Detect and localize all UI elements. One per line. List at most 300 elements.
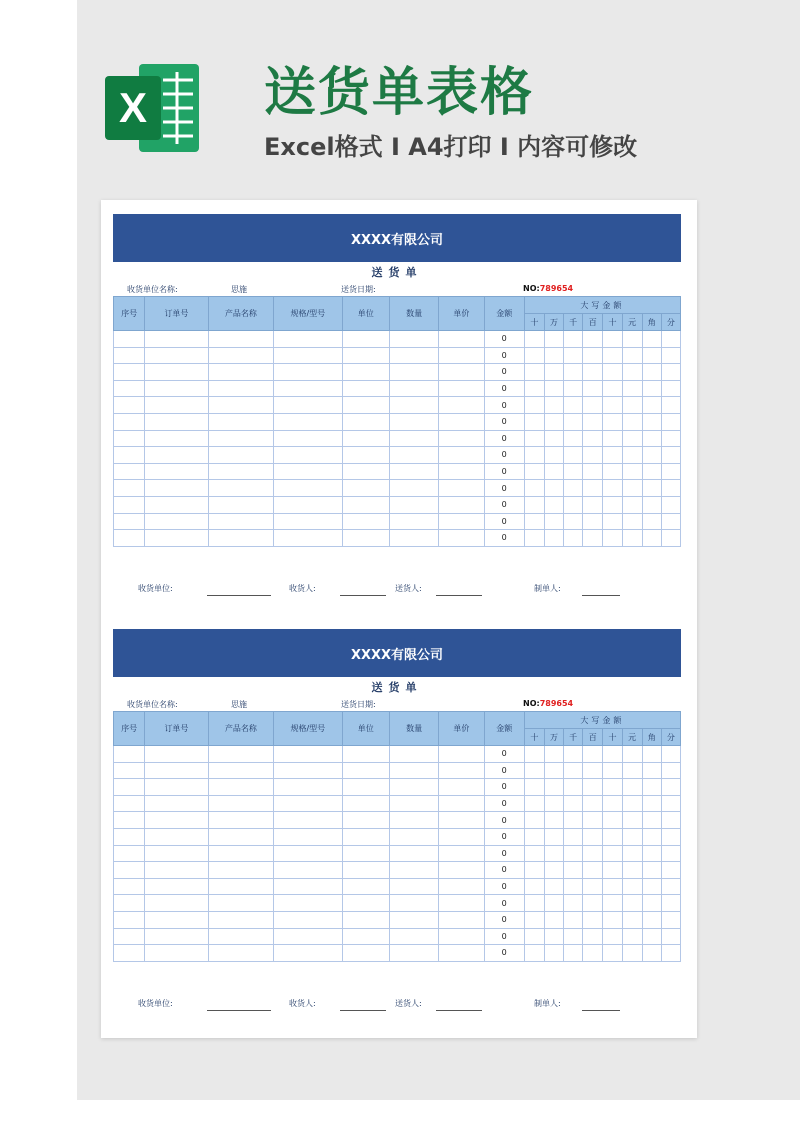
table-cell[interactable] bbox=[564, 496, 583, 513]
table-cell[interactable] bbox=[544, 380, 563, 397]
table-cell[interactable] bbox=[622, 331, 642, 348]
table-cell[interactable] bbox=[342, 380, 389, 397]
table-cell[interactable] bbox=[544, 347, 563, 364]
table-cell[interactable] bbox=[564, 945, 583, 962]
table-cell[interactable] bbox=[622, 878, 642, 895]
table-cell[interactable] bbox=[342, 878, 389, 895]
table-cell[interactable] bbox=[564, 812, 583, 829]
amount-cell[interactable]: 0 bbox=[484, 779, 524, 796]
table-cell[interactable] bbox=[439, 828, 484, 845]
table-cell[interactable] bbox=[583, 746, 603, 763]
table-cell[interactable] bbox=[642, 331, 661, 348]
table-cell[interactable] bbox=[524, 828, 544, 845]
table-cell[interactable] bbox=[524, 862, 544, 879]
table-cell[interactable] bbox=[642, 862, 661, 879]
table-cell[interactable] bbox=[622, 845, 642, 862]
table-cell[interactable] bbox=[661, 762, 680, 779]
table-cell[interactable] bbox=[208, 430, 273, 447]
table-cell[interactable] bbox=[114, 430, 145, 447]
table-cell[interactable] bbox=[208, 447, 273, 464]
table-cell[interactable] bbox=[524, 397, 544, 414]
table-cell[interactable] bbox=[342, 463, 389, 480]
table-cell[interactable] bbox=[661, 463, 680, 480]
table-cell[interactable] bbox=[342, 795, 389, 812]
table-cell[interactable] bbox=[439, 496, 484, 513]
table-cell[interactable] bbox=[342, 746, 389, 763]
table-cell[interactable] bbox=[274, 463, 342, 480]
table-cell[interactable] bbox=[342, 331, 389, 348]
table-cell[interactable] bbox=[603, 828, 622, 845]
table-cell[interactable] bbox=[661, 447, 680, 464]
table-cell[interactable] bbox=[439, 447, 484, 464]
table-cell[interactable] bbox=[603, 496, 622, 513]
table-cell[interactable] bbox=[145, 746, 208, 763]
table-cell[interactable] bbox=[208, 480, 273, 497]
table-cell[interactable] bbox=[661, 364, 680, 381]
table-cell[interactable] bbox=[145, 928, 208, 945]
table-cell[interactable] bbox=[145, 480, 208, 497]
table-cell[interactable] bbox=[145, 347, 208, 364]
table-cell[interactable] bbox=[661, 845, 680, 862]
table-cell[interactable] bbox=[544, 496, 563, 513]
table-cell[interactable] bbox=[622, 513, 642, 530]
table-cell[interactable] bbox=[661, 513, 680, 530]
table-cell[interactable] bbox=[564, 779, 583, 796]
table-cell[interactable] bbox=[114, 862, 145, 879]
table-cell[interactable] bbox=[564, 795, 583, 812]
table-cell[interactable] bbox=[114, 496, 145, 513]
table-cell[interactable] bbox=[583, 878, 603, 895]
amount-cell[interactable]: 0 bbox=[484, 397, 524, 414]
table-cell[interactable] bbox=[114, 779, 145, 796]
table-cell[interactable] bbox=[642, 397, 661, 414]
table-cell[interactable] bbox=[145, 895, 208, 912]
table-cell[interactable] bbox=[544, 397, 563, 414]
table-cell[interactable] bbox=[642, 480, 661, 497]
table-cell[interactable] bbox=[583, 845, 603, 862]
table-cell[interactable] bbox=[439, 928, 484, 945]
table-cell[interactable] bbox=[544, 812, 563, 829]
table-cell[interactable] bbox=[389, 496, 438, 513]
table-cell[interactable] bbox=[208, 862, 273, 879]
table-cell[interactable] bbox=[642, 911, 661, 928]
table-cell[interactable] bbox=[622, 413, 642, 430]
table-cell[interactable] bbox=[274, 812, 342, 829]
table-cell[interactable] bbox=[524, 746, 544, 763]
table-cell[interactable] bbox=[114, 828, 145, 845]
table-cell[interactable] bbox=[389, 779, 438, 796]
table-cell[interactable] bbox=[564, 862, 583, 879]
table-cell[interactable] bbox=[114, 331, 145, 348]
table-cell[interactable] bbox=[274, 331, 342, 348]
table-cell[interactable] bbox=[622, 430, 642, 447]
table-cell[interactable] bbox=[642, 413, 661, 430]
table-cell[interactable] bbox=[603, 447, 622, 464]
table-cell[interactable] bbox=[208, 463, 273, 480]
table-cell[interactable] bbox=[342, 496, 389, 513]
recv-unit-signature-line[interactable] bbox=[207, 595, 271, 596]
table-cell[interactable] bbox=[389, 812, 438, 829]
table-cell[interactable] bbox=[439, 347, 484, 364]
table-cell[interactable] bbox=[583, 397, 603, 414]
table-cell[interactable] bbox=[145, 413, 208, 430]
table-cell[interactable] bbox=[439, 795, 484, 812]
table-cell[interactable] bbox=[208, 895, 273, 912]
amount-cell[interactable]: 0 bbox=[484, 513, 524, 530]
table-cell[interactable] bbox=[208, 530, 273, 547]
table-cell[interactable] bbox=[583, 795, 603, 812]
table-cell[interactable] bbox=[389, 746, 438, 763]
table-cell[interactable] bbox=[145, 496, 208, 513]
amount-cell[interactable]: 0 bbox=[484, 911, 524, 928]
table-cell[interactable] bbox=[564, 762, 583, 779]
table-cell[interactable] bbox=[642, 447, 661, 464]
table-cell[interactable] bbox=[389, 513, 438, 530]
table-cell[interactable] bbox=[583, 513, 603, 530]
table-cell[interactable] bbox=[145, 828, 208, 845]
table-cell[interactable] bbox=[114, 397, 145, 414]
table-cell[interactable] bbox=[274, 845, 342, 862]
amount-cell[interactable]: 0 bbox=[484, 845, 524, 862]
table-cell[interactable] bbox=[145, 513, 208, 530]
table-cell[interactable] bbox=[145, 878, 208, 895]
table-cell[interactable] bbox=[114, 364, 145, 381]
table-cell[interactable] bbox=[342, 762, 389, 779]
table-cell[interactable] bbox=[274, 364, 342, 381]
table-cell[interactable] bbox=[642, 812, 661, 829]
table-cell[interactable] bbox=[145, 447, 208, 464]
amount-cell[interactable]: 0 bbox=[484, 928, 524, 945]
table-cell[interactable] bbox=[524, 911, 544, 928]
table-cell[interactable] bbox=[524, 380, 544, 397]
table-cell[interactable] bbox=[583, 380, 603, 397]
table-cell[interactable] bbox=[439, 779, 484, 796]
table-cell[interactable] bbox=[439, 463, 484, 480]
table-cell[interactable] bbox=[114, 380, 145, 397]
table-cell[interactable] bbox=[389, 928, 438, 945]
table-cell[interactable] bbox=[622, 380, 642, 397]
table-cell[interactable] bbox=[274, 496, 342, 513]
table-cell[interactable] bbox=[661, 895, 680, 912]
table-cell[interactable] bbox=[661, 746, 680, 763]
table-cell[interactable] bbox=[622, 779, 642, 796]
table-cell[interactable] bbox=[544, 828, 563, 845]
table-cell[interactable] bbox=[622, 828, 642, 845]
table-cell[interactable] bbox=[145, 945, 208, 962]
table-cell[interactable] bbox=[661, 779, 680, 796]
table-cell[interactable] bbox=[524, 762, 544, 779]
amount-cell[interactable]: 0 bbox=[484, 828, 524, 845]
table-cell[interactable] bbox=[389, 347, 438, 364]
table-cell[interactable] bbox=[439, 862, 484, 879]
table-cell[interactable] bbox=[622, 364, 642, 381]
table-cell[interactable] bbox=[524, 928, 544, 945]
amount-cell[interactable]: 0 bbox=[484, 762, 524, 779]
table-cell[interactable] bbox=[342, 779, 389, 796]
table-cell[interactable] bbox=[145, 845, 208, 862]
table-cell[interactable] bbox=[564, 895, 583, 912]
table-cell[interactable] bbox=[603, 795, 622, 812]
table-cell[interactable] bbox=[642, 828, 661, 845]
table-cell[interactable] bbox=[145, 812, 208, 829]
maker-signature-line[interactable] bbox=[582, 595, 620, 596]
table-cell[interactable] bbox=[603, 812, 622, 829]
table-cell[interactable] bbox=[544, 447, 563, 464]
table-cell[interactable] bbox=[642, 795, 661, 812]
table-cell[interactable] bbox=[564, 331, 583, 348]
table-cell[interactable] bbox=[439, 513, 484, 530]
table-cell[interactable] bbox=[661, 530, 680, 547]
table-cell[interactable] bbox=[642, 928, 661, 945]
amount-cell[interactable]: 0 bbox=[484, 496, 524, 513]
table-cell[interactable] bbox=[603, 331, 622, 348]
table-cell[interactable] bbox=[583, 779, 603, 796]
amount-cell[interactable]: 0 bbox=[484, 945, 524, 962]
table-cell[interactable] bbox=[274, 779, 342, 796]
amount-cell[interactable]: 0 bbox=[484, 413, 524, 430]
deliverer-signature-line[interactable] bbox=[436, 595, 482, 596]
table-cell[interactable] bbox=[642, 779, 661, 796]
table-cell[interactable] bbox=[642, 530, 661, 547]
table-cell[interactable] bbox=[439, 380, 484, 397]
table-cell[interactable] bbox=[389, 430, 438, 447]
table-cell[interactable] bbox=[661, 331, 680, 348]
table-cell[interactable] bbox=[544, 862, 563, 879]
table-cell[interactable] bbox=[389, 447, 438, 464]
table-cell[interactable] bbox=[439, 413, 484, 430]
table-cell[interactable] bbox=[661, 928, 680, 945]
table-cell[interactable] bbox=[389, 463, 438, 480]
table-cell[interactable] bbox=[439, 945, 484, 962]
table-cell[interactable] bbox=[524, 496, 544, 513]
table-cell[interactable] bbox=[389, 413, 438, 430]
table-cell[interactable] bbox=[544, 945, 563, 962]
table-cell[interactable] bbox=[622, 463, 642, 480]
table-cell[interactable] bbox=[583, 496, 603, 513]
table-cell[interactable] bbox=[583, 364, 603, 381]
table-cell[interactable] bbox=[603, 480, 622, 497]
table-cell[interactable] bbox=[208, 945, 273, 962]
table-cell[interactable] bbox=[564, 513, 583, 530]
table-cell[interactable] bbox=[389, 380, 438, 397]
table-cell[interactable] bbox=[439, 911, 484, 928]
table-cell[interactable] bbox=[342, 480, 389, 497]
table-cell[interactable] bbox=[145, 762, 208, 779]
table-cell[interactable] bbox=[603, 862, 622, 879]
table-cell[interactable] bbox=[208, 513, 273, 530]
table-cell[interactable] bbox=[603, 845, 622, 862]
table-cell[interactable] bbox=[544, 530, 563, 547]
table-cell[interactable] bbox=[342, 530, 389, 547]
table-cell[interactable] bbox=[544, 430, 563, 447]
table-cell[interactable] bbox=[661, 945, 680, 962]
amount-cell[interactable]: 0 bbox=[484, 364, 524, 381]
deliverer-signature-line[interactable] bbox=[436, 1010, 482, 1011]
table-cell[interactable] bbox=[114, 347, 145, 364]
table-cell[interactable] bbox=[524, 795, 544, 812]
table-cell[interactable] bbox=[439, 895, 484, 912]
table-cell[interactable] bbox=[564, 397, 583, 414]
table-cell[interactable] bbox=[439, 845, 484, 862]
table-cell[interactable] bbox=[661, 828, 680, 845]
table-cell[interactable] bbox=[274, 746, 342, 763]
amount-cell[interactable]: 0 bbox=[484, 331, 524, 348]
table-cell[interactable] bbox=[642, 380, 661, 397]
table-cell[interactable] bbox=[544, 895, 563, 912]
table-cell[interactable] bbox=[642, 878, 661, 895]
table-cell[interactable] bbox=[544, 762, 563, 779]
table-cell[interactable] bbox=[544, 928, 563, 945]
table-cell[interactable] bbox=[544, 795, 563, 812]
table-cell[interactable] bbox=[342, 845, 389, 862]
table-cell[interactable] bbox=[642, 845, 661, 862]
table-cell[interactable] bbox=[389, 828, 438, 845]
table-cell[interactable] bbox=[114, 845, 145, 862]
table-cell[interactable] bbox=[603, 397, 622, 414]
table-cell[interactable] bbox=[564, 347, 583, 364]
table-cell[interactable] bbox=[661, 911, 680, 928]
table-cell[interactable] bbox=[661, 347, 680, 364]
table-cell[interactable] bbox=[114, 463, 145, 480]
table-cell[interactable] bbox=[342, 911, 389, 928]
table-cell[interactable] bbox=[274, 480, 342, 497]
table-cell[interactable] bbox=[642, 430, 661, 447]
table-cell[interactable] bbox=[342, 447, 389, 464]
amount-cell[interactable]: 0 bbox=[484, 895, 524, 912]
amount-cell[interactable]: 0 bbox=[484, 480, 524, 497]
amount-cell[interactable]: 0 bbox=[484, 347, 524, 364]
table-cell[interactable] bbox=[564, 463, 583, 480]
table-cell[interactable] bbox=[342, 413, 389, 430]
table-cell[interactable] bbox=[622, 812, 642, 829]
amount-cell[interactable]: 0 bbox=[484, 878, 524, 895]
table-cell[interactable] bbox=[439, 397, 484, 414]
table-cell[interactable] bbox=[583, 463, 603, 480]
table-cell[interactable] bbox=[603, 364, 622, 381]
table-cell[interactable] bbox=[524, 480, 544, 497]
table-cell[interactable] bbox=[389, 762, 438, 779]
table-cell[interactable] bbox=[564, 911, 583, 928]
table-cell[interactable] bbox=[145, 911, 208, 928]
table-cell[interactable] bbox=[208, 496, 273, 513]
table-cell[interactable] bbox=[661, 430, 680, 447]
table-cell[interactable] bbox=[208, 364, 273, 381]
table-cell[interactable] bbox=[661, 480, 680, 497]
table-cell[interactable] bbox=[603, 895, 622, 912]
table-cell[interactable] bbox=[439, 331, 484, 348]
table-cell[interactable] bbox=[114, 812, 145, 829]
table-cell[interactable] bbox=[642, 496, 661, 513]
table-cell[interactable] bbox=[622, 762, 642, 779]
table-cell[interactable] bbox=[583, 862, 603, 879]
table-cell[interactable] bbox=[274, 413, 342, 430]
table-cell[interactable] bbox=[603, 513, 622, 530]
table-cell[interactable] bbox=[603, 746, 622, 763]
table-cell[interactable] bbox=[274, 513, 342, 530]
table-cell[interactable] bbox=[642, 895, 661, 912]
table-cell[interactable] bbox=[544, 911, 563, 928]
table-cell[interactable] bbox=[564, 530, 583, 547]
table-cell[interactable] bbox=[342, 862, 389, 879]
table-cell[interactable] bbox=[274, 945, 342, 962]
table-cell[interactable] bbox=[564, 430, 583, 447]
table-cell[interactable] bbox=[642, 746, 661, 763]
table-cell[interactable] bbox=[622, 895, 642, 912]
table-cell[interactable] bbox=[114, 530, 145, 547]
table-cell[interactable] bbox=[145, 862, 208, 879]
table-cell[interactable] bbox=[524, 430, 544, 447]
table-cell[interactable] bbox=[583, 447, 603, 464]
table-cell[interactable] bbox=[583, 911, 603, 928]
table-cell[interactable] bbox=[439, 364, 484, 381]
table-cell[interactable] bbox=[583, 812, 603, 829]
table-cell[interactable] bbox=[389, 364, 438, 381]
amount-cell[interactable]: 0 bbox=[484, 380, 524, 397]
amount-cell[interactable]: 0 bbox=[484, 430, 524, 447]
table-cell[interactable] bbox=[208, 413, 273, 430]
table-cell[interactable] bbox=[524, 364, 544, 381]
amount-cell[interactable]: 0 bbox=[484, 812, 524, 829]
table-cell[interactable] bbox=[439, 812, 484, 829]
table-cell[interactable] bbox=[564, 845, 583, 862]
table-cell[interactable] bbox=[544, 746, 563, 763]
table-cell[interactable] bbox=[145, 331, 208, 348]
table-cell[interactable] bbox=[145, 397, 208, 414]
table-cell[interactable] bbox=[342, 430, 389, 447]
table-cell[interactable] bbox=[342, 397, 389, 414]
table-cell[interactable] bbox=[114, 447, 145, 464]
table-cell[interactable] bbox=[114, 480, 145, 497]
table-cell[interactable] bbox=[114, 928, 145, 945]
table-cell[interactable] bbox=[145, 779, 208, 796]
table-cell[interactable] bbox=[439, 762, 484, 779]
table-cell[interactable] bbox=[603, 380, 622, 397]
table-cell[interactable] bbox=[603, 463, 622, 480]
table-cell[interactable] bbox=[342, 812, 389, 829]
table-cell[interactable] bbox=[274, 380, 342, 397]
table-cell[interactable] bbox=[642, 347, 661, 364]
table-cell[interactable] bbox=[274, 828, 342, 845]
table-cell[interactable] bbox=[544, 480, 563, 497]
table-cell[interactable] bbox=[145, 530, 208, 547]
table-cell[interactable] bbox=[524, 530, 544, 547]
table-cell[interactable] bbox=[583, 945, 603, 962]
recv-unit-signature-line[interactable] bbox=[207, 1010, 271, 1011]
table-cell[interactable] bbox=[439, 530, 484, 547]
table-cell[interactable] bbox=[439, 480, 484, 497]
table-cell[interactable] bbox=[145, 795, 208, 812]
table-cell[interactable] bbox=[389, 530, 438, 547]
table-cell[interactable] bbox=[603, 911, 622, 928]
table-cell[interactable] bbox=[583, 895, 603, 912]
table-cell[interactable] bbox=[114, 513, 145, 530]
table-cell[interactable] bbox=[661, 878, 680, 895]
table-cell[interactable] bbox=[439, 878, 484, 895]
table-cell[interactable] bbox=[208, 397, 273, 414]
table-cell[interactable] bbox=[603, 945, 622, 962]
table-cell[interactable] bbox=[661, 812, 680, 829]
table-cell[interactable] bbox=[274, 447, 342, 464]
table-cell[interactable] bbox=[274, 862, 342, 879]
amount-cell[interactable]: 0 bbox=[484, 862, 524, 879]
table-cell[interactable] bbox=[603, 762, 622, 779]
table-cell[interactable] bbox=[114, 795, 145, 812]
amount-cell[interactable]: 0 bbox=[484, 463, 524, 480]
table-cell[interactable] bbox=[564, 928, 583, 945]
table-cell[interactable] bbox=[524, 812, 544, 829]
table-cell[interactable] bbox=[642, 945, 661, 962]
table-cell[interactable] bbox=[389, 795, 438, 812]
